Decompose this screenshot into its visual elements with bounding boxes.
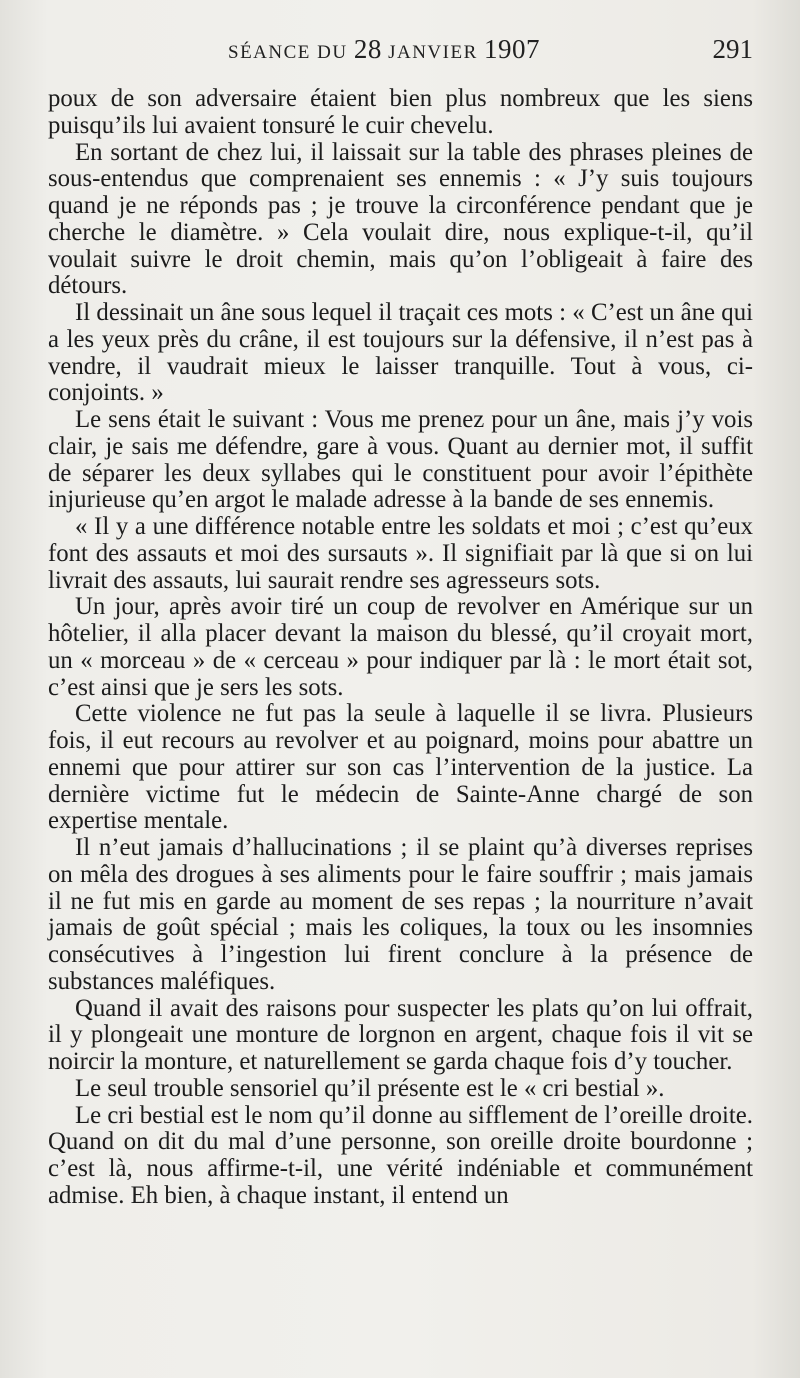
running-head-year: 1907	[484, 34, 541, 64]
page-number: 291	[712, 34, 753, 64]
body-text	[48, 86, 753, 1210]
paragraph: Il dessinait un âne sous lequel il traçait ces mots : « C’est un âne qui a les yeux près du crâne, il est toujours sur la défensive, il n’est pas à vendre, il vaudrait mieux le laisser tranquille. Tout à vous, ci-conjoints. »	[48, 299, 753, 407]
paragraph: Le cri bestial est le nom qu’il donne au sifflement de l’oreille droite. Quand on dit du mal d’une personne, son oreille droite bourdonne ; c’est là, nous affirme-t-il, une vérité indéniable et communément admise. Eh bien, à chaque instant, il entend un	[48, 1101, 753, 1209]
running-head	[228, 34, 540, 65]
paragraph: « Il y a une différence notable entre les soldats et moi ; c’est qu’eux font des assauts et moi des sursauts ». Il signifiait par là que si on lui livrait des assauts, lui saurait rendre ses agresseurs sots.	[48, 513, 753, 594]
running-head-month: JANVIER	[381, 42, 485, 63]
running-head-date: 28	[353, 34, 382, 64]
paragraph: Quand il avait des raisons pour suspecter les plats qu’on lui offrait, il y plongeait une monture de lorgnon en argent, chaque fois il vit se noircir la monture, et naturellement se garda chaque fois d’y toucher.	[48, 994, 753, 1075]
paragraph: Il n’eut jamais d’hallucinations ; il se plaint qu’à diverses reprises on mêla des drogues à ses aliments pour le faire souffrir ; mais jamais il ne fut mis en garde au moment de ses repas ; la nourriture n’avait jamais de goût spécial ; mais les coliques, la toux ou les insomnies consécutives à l’ingestion lui firent conclure à la présence de substances maléfiques.	[48, 834, 753, 995]
paragraph: Le seul trouble sensoriel qu’il présente est le « cri bestial ».	[75, 1074, 665, 1102]
running-head-prefix: SÉANCE DU	[228, 42, 354, 63]
paragraph: Cette violence ne fut pas la seule à laquelle il se livra. Plusieurs fois, il eut recours au revolver et au poignard, moins pour abattre un ennemi que pour attirer sur son cas l’intervention de la justice. La dernière victime fut le médecin de Sainte-Anne chargé de son expertise mentale.	[48, 700, 753, 835]
paragraph: En sortant de chez lui, il laissait sur la table des phrases pleines de sous-entendus que comprenaient ses ennemis : « J’y suis toujours quand je ne réponds pas ; je trouve la circonférence pendant que je cherche le diamètre. » Cela voulait dire, nous explique-t-il, qu’il voulait suivre le droit chemin, mais qu’on l’obligeait à faire des détours.	[48, 138, 753, 300]
paragraph: Le sens était le suivant : Vous me prenez pour un âne, mais j’y vois clair, je sais me défendre, gare à vous. Quant au dernier mot, il suffit de séparer les deux syllabes qui le constituent pour avoir l’épithète injurieuse qu’en argot le malade adresse à la bande de ses ennemis.	[48, 406, 753, 514]
paragraph: Un jour, après avoir tiré un coup de revolver en Amérique sur un hôtelier, il alla placer devant la maison du blessé, qu’il croyait mort, un « morceau » de « cerceau » pour indiquer par là : le mort était sot, c’est ainsi que je sers les sots.	[48, 593, 753, 701]
page-header	[48, 34, 753, 74]
paragraph-continued: poux de son adversaire étaient bien plus nombreux que les siens puisqu’ils lui avaient tonsuré le cuir chevelu.	[48, 85, 753, 139]
